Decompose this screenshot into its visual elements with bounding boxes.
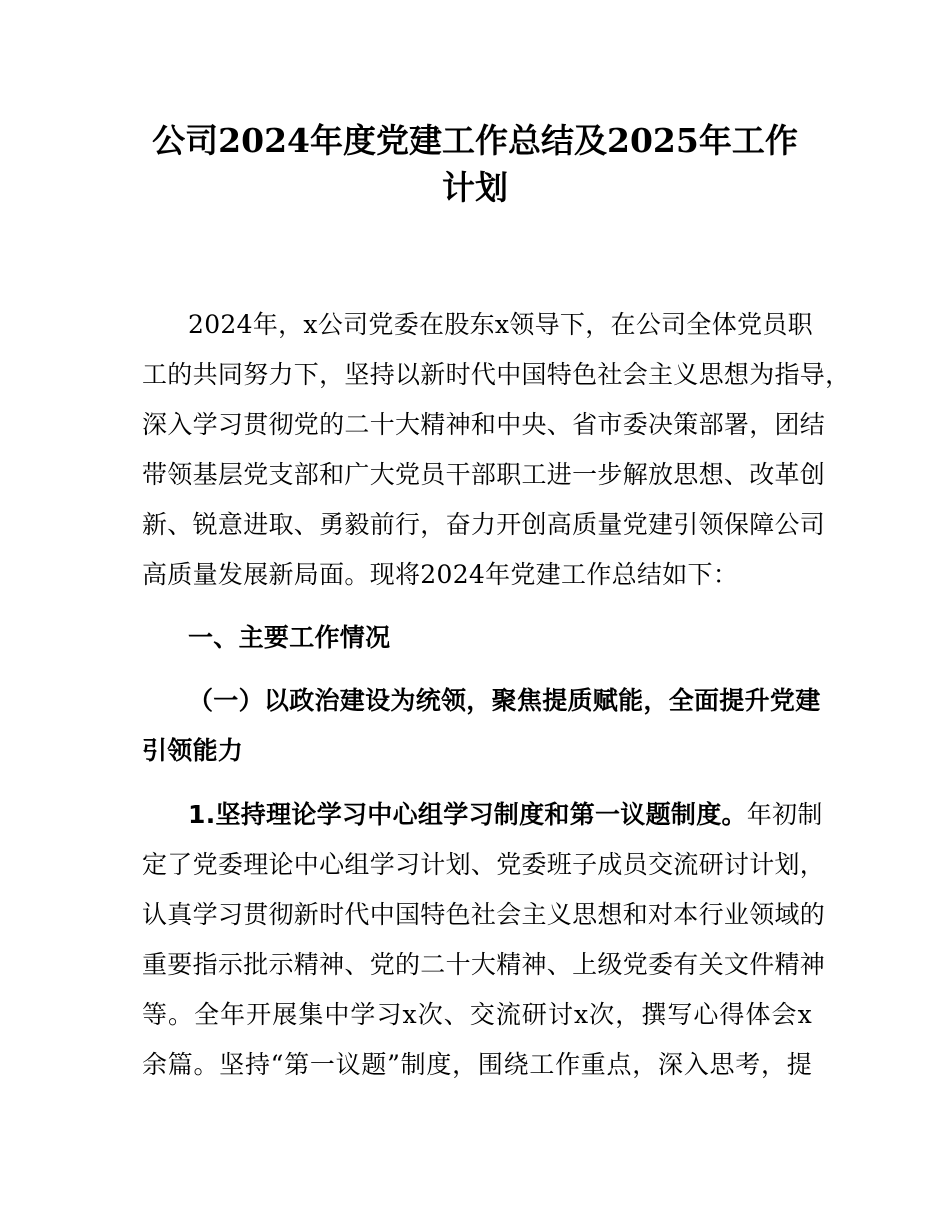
item-bold-lead: 1.坚持理论学习中心组学习制度和第一议题制度。 <box>188 800 747 829</box>
section-heading: 一、主要工作情况 <box>188 623 391 652</box>
document-title-line-2: 计划 <box>442 168 508 207</box>
intro-line-4: 带领基层党支部和广大党员干部职工进一步解放思想、改革创 <box>142 460 826 489</box>
intro-line-5: 新、锐意进取、勇毅前行，奋力开创高质量党建引领保障公司 <box>142 510 826 539</box>
intro-line-6: 高质量发展新局面。现将2024年党建工作总结如下： <box>142 560 739 589</box>
intro-line-3: 深入学习贯彻党的二十大精神和中央、省市委决策部署，团结 <box>142 410 826 439</box>
document-title-line-1: 公司2024年度党建工作总结及2025年工作 <box>152 121 798 160</box>
item-line-1 <box>188 795 823 835</box>
item-line-4: 重要指示批示精神、党的二十大精神、上级党委有关文件精神 <box>142 950 826 979</box>
item-line-3: 认真学习贯彻新时代中国特色社会主义思想和对本行业领域的 <box>142 900 826 929</box>
subsection-heading-line-1: （一）以政治建设为统领，聚焦提质赋能，全面提升党建 <box>188 686 821 715</box>
intro-line-1: 2024年，x公司党委在股东x领导下，在公司全体党员职 <box>188 310 813 339</box>
intro-line-2: 工的共同努力下，坚持以新时代中国特色社会主义思想为指导， <box>142 360 851 389</box>
item-line-5: 等。全年开展集中学习x次、交流研讨x次，撰写心得体会x <box>142 1000 812 1029</box>
item-line-2: 定了党委理论中心组学习计划、党委班子成员交流研讨计划， <box>142 850 826 879</box>
item-line-6: 余篇。坚持“第一议题”制度，围绕工作重点，深入思考，提 <box>142 1050 812 1079</box>
item-first-line-rest: 年初制 <box>746 800 823 829</box>
subsection-heading-line-2: 引领能力 <box>142 736 244 765</box>
